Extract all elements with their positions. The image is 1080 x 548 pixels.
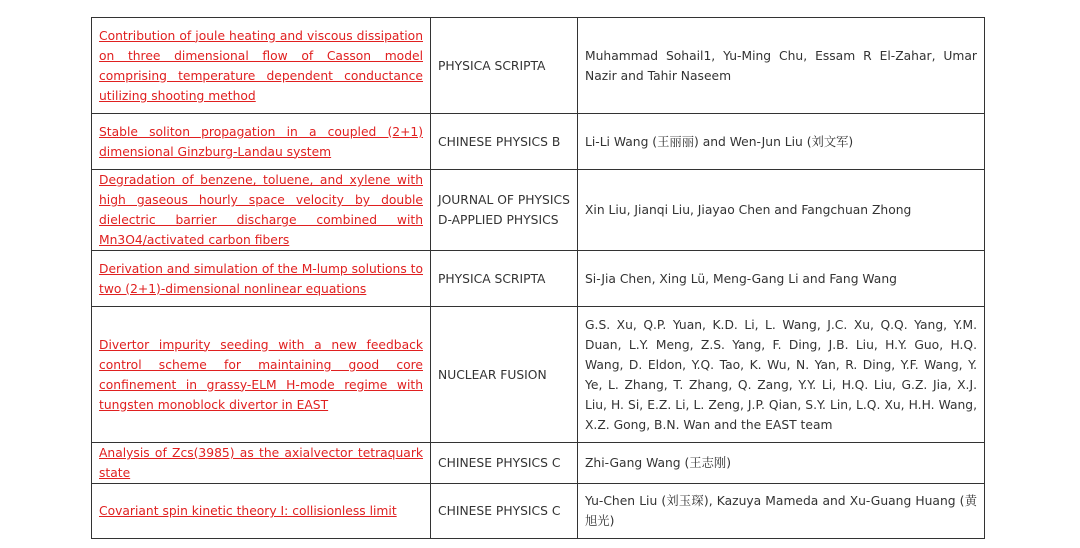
- authors-cell: Si-Jia Chen, Xing Lü, Meng-Gang Li and Fang Wang: [578, 251, 985, 307]
- journal-cell: JOURNAL OF PHYSICS D-APPLIED PHYSICS: [431, 170, 578, 251]
- paper-title-link[interactable]: Derivation and simulation of the M-lump solutions to two (2+1)-dimensional nonlinear equations: [99, 261, 423, 296]
- authors-cell: Muhammad Sohail1, Yu-Ming Chu, Essam R El-Zahar, Umar Nazir and Tahir Naseem: [578, 18, 985, 114]
- title-cell: [92, 18, 431, 114]
- journal-cell: PHYSICA SCRIPTA: [431, 18, 578, 114]
- authors-cell: G.S. Xu, Q.P. Yuan, K.D. Li, L. Wang, J.C. Xu, Q.Q. Yang, Y.M. Duan, L.Y. Meng, Z.S. Yang, F. Ding, J.B. Liu, H.Y. Guo, H.Q. Wang, D. Eldon, Y.Q. Tao, K. Wu, N. Yan, R. Ding, Y.F. Wang, Y. Ye, L. Zhang, T. Zhang, Q. Zang, Y.Y. Li, H.Q. Liu, G.Z. Jia, X.J. Liu, H. Si, E.Z. Li, L. Zeng, J.P. Qian, S.Y. Lin, L.Q. Xu, H.H. Wang, X.Z. Gong, B.N. Wan and the EAST team: [578, 307, 985, 443]
- paper-title-link[interactable]: Degradation of benzene, toluene, and xylene with high gaseous hourly space velocity by double dielectric barrier discharge combined with Mn3O4/activated carbon fibers: [99, 173, 423, 247]
- table-row: [92, 170, 985, 251]
- journal-cell: CHINESE PHYSICS C: [431, 484, 578, 539]
- table-row: [92, 443, 985, 484]
- papers-table: [91, 17, 985, 539]
- authors-cell: Zhi-Gang Wang (王志刚): [578, 443, 985, 484]
- paper-title-link[interactable]: Analysis of Zcs(3985) as the axialvector tetraquark state: [99, 446, 423, 480]
- title-cell: [92, 484, 431, 539]
- journal-cell: CHINESE PHYSICS B: [431, 114, 578, 170]
- journal-cell: NUCLEAR FUSION: [431, 307, 578, 443]
- paper-title-link[interactable]: Contribution of joule heating and viscous dissipation on three dimensional flow of Casson model comprising temperature dependent conductance utilizing shooting method: [99, 28, 423, 103]
- table-row: [92, 484, 985, 539]
- journal-cell: PHYSICA SCRIPTA: [431, 251, 578, 307]
- table-row: [92, 18, 985, 114]
- title-cell: [92, 307, 431, 443]
- title-cell: [92, 251, 431, 307]
- paper-title-link[interactable]: Divertor impurity seeding with a new feedback control scheme for maintaining good core confinement in grassy-ELM H-mode regime with tungsten monoblock divertor in EAST: [99, 337, 423, 412]
- table-row: [92, 251, 985, 307]
- journal-cell: CHINESE PHYSICS C: [431, 443, 578, 484]
- authors-cell: Xin Liu, Jianqi Liu, Jiayao Chen and Fangchuan Zhong: [578, 170, 985, 251]
- authors-cell: Li-Li Wang (王丽丽) and Wen-Jun Liu (刘文军): [578, 114, 985, 170]
- authors-cell: Yu-Chen Liu (刘玉琛), Kazuya Mameda and Xu-Guang Huang (黄旭光): [578, 484, 985, 539]
- paper-title-link[interactable]: Stable soliton propagation in a coupled (2+1) dimensional Ginzburg-Landau system: [99, 124, 423, 159]
- title-cell: [92, 114, 431, 170]
- table-row: [92, 114, 985, 170]
- paper-title-link[interactable]: Covariant spin kinetic theory I: collisionless limit: [99, 504, 397, 518]
- title-cell: [92, 170, 431, 251]
- title-cell: [92, 443, 431, 484]
- table-row: [92, 307, 985, 443]
